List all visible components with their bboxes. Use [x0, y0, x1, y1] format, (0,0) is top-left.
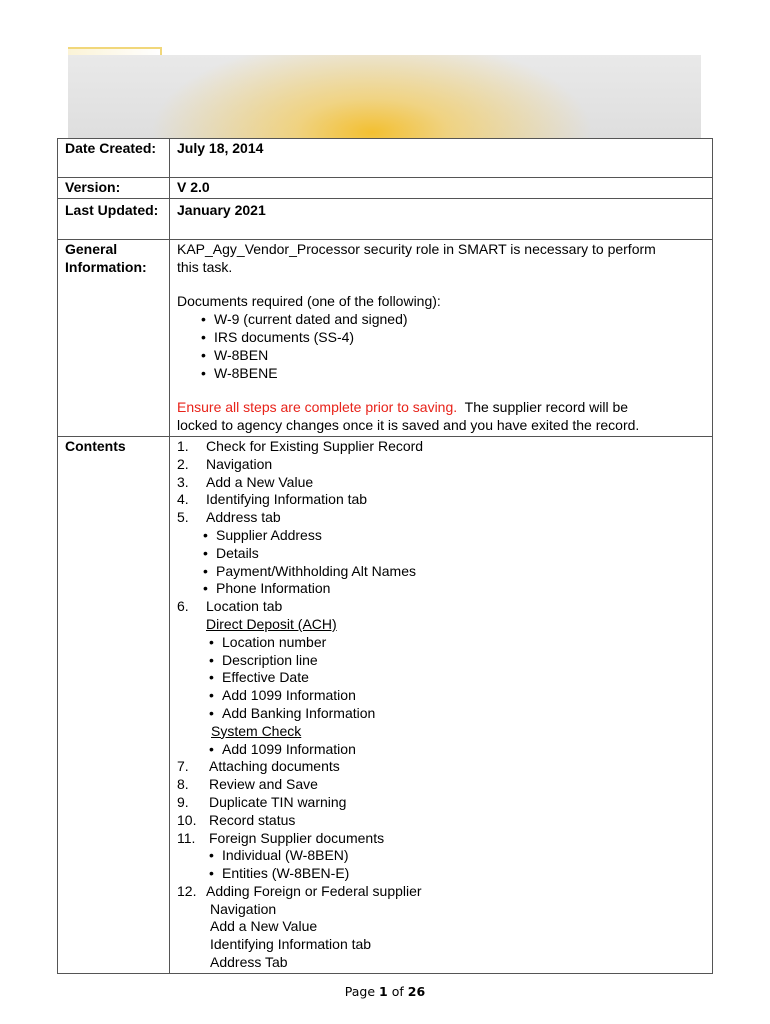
date-created-row	[58, 139, 713, 178]
page-word: Page	[344, 984, 376, 999]
contents-item: 10. Record status	[177, 811, 296, 828]
contents-item: 12. Adding Foreign or Federal supplier	[177, 882, 422, 899]
contents-item: 4. Identifying Information tab	[177, 491, 368, 508]
contents-item: 8. Review and Save	[177, 776, 318, 793]
contents-list	[170, 436, 713, 973]
security-role-line: this task.	[177, 258, 233, 275]
date-created-label: Date Created:	[58, 139, 170, 178]
warning-red-text: Ensure all steps are complete prior to saving.	[177, 399, 458, 416]
document-list-item: • W-8BENE	[201, 364, 278, 381]
general-information-content	[170, 239, 713, 436]
document-list-item: • W-8BEN	[201, 346, 269, 363]
contents-item: 1. Check for Existing Supplier Record	[177, 437, 424, 454]
ach-heading: Direct Deposit (ACH)	[206, 615, 337, 632]
of-word: of	[391, 984, 404, 999]
system-check-heading: System Check	[211, 722, 302, 739]
contents-subitem: • Entities (W-8BEN-E)	[209, 865, 350, 882]
contents-subitem: • Effective Date	[209, 669, 309, 686]
document-info-table	[57, 138, 713, 974]
contents-subitem: • Details	[203, 544, 259, 561]
contents-subitem: • Add 1099 Information	[209, 740, 356, 757]
documents-intro: Documents required (one of the following):	[177, 293, 441, 310]
contents-subitem: • Individual (W-8BEN)	[209, 847, 349, 864]
version-row	[58, 178, 713, 199]
version-value: V 2.0	[170, 178, 713, 199]
contents-item: 9. Duplicate TIN warning	[177, 793, 347, 810]
contents-subitem: • Location number	[209, 633, 327, 650]
contents-item: 11. Foreign Supplier documents	[177, 829, 385, 846]
contents-subitem: • Supplier Address	[203, 526, 322, 543]
contents-item: 5. Address tab	[177, 509, 281, 526]
contents-item: 7. Attaching documents	[177, 758, 340, 775]
last-updated-label: Last Updated:	[58, 198, 170, 239]
document-list-item: • IRS documents (SS-4)	[201, 328, 355, 345]
header-banner	[68, 55, 701, 139]
current-page-number: 1	[379, 984, 388, 999]
last-updated-row	[58, 198, 713, 239]
contents-subitem: • Add Banking Information	[209, 704, 376, 721]
contents-item: 2. Navigation	[177, 455, 273, 472]
contents-subitem: • Add 1099 Information	[209, 687, 356, 704]
general-information-label: General Information:	[58, 239, 170, 436]
page-footer	[0, 984, 770, 999]
contents-subitem: • Phone Information	[203, 580, 331, 597]
document-list-item: • W-9 (current dated and signed)	[201, 311, 408, 328]
last-updated-value: January 2021	[170, 198, 713, 239]
contents-item: 6. Location tab	[177, 598, 283, 615]
date-created-value: July 18, 2014	[170, 139, 713, 178]
warning-line: Ensure all steps are complete prior to saving. The supplier record will be	[177, 399, 629, 416]
contents-row	[58, 436, 713, 973]
contents-subitem: • Payment/Withholding Alt Names	[203, 562, 416, 579]
contents-item: 3. Add a New Value	[177, 473, 314, 490]
contents-subitem: Identifying Information tab	[210, 936, 372, 953]
contents-subitem: Navigation	[210, 900, 277, 917]
warning-line: locked to agency changes once it is saved and you have exited the record.	[177, 417, 640, 434]
contents-subitem: Add a New Value	[210, 918, 318, 935]
contents-label: Contents	[58, 436, 170, 973]
general-information-row	[58, 239, 713, 436]
security-role-line: KAP_Agy_Vendor_Processor security role in SMART is necessary to perform	[177, 240, 656, 257]
contents-subitem: Address Tab	[210, 954, 288, 971]
total-pages-number: 26	[407, 984, 426, 999]
contents-subitem: • Description line	[209, 651, 318, 668]
version-label: Version:	[58, 178, 170, 199]
